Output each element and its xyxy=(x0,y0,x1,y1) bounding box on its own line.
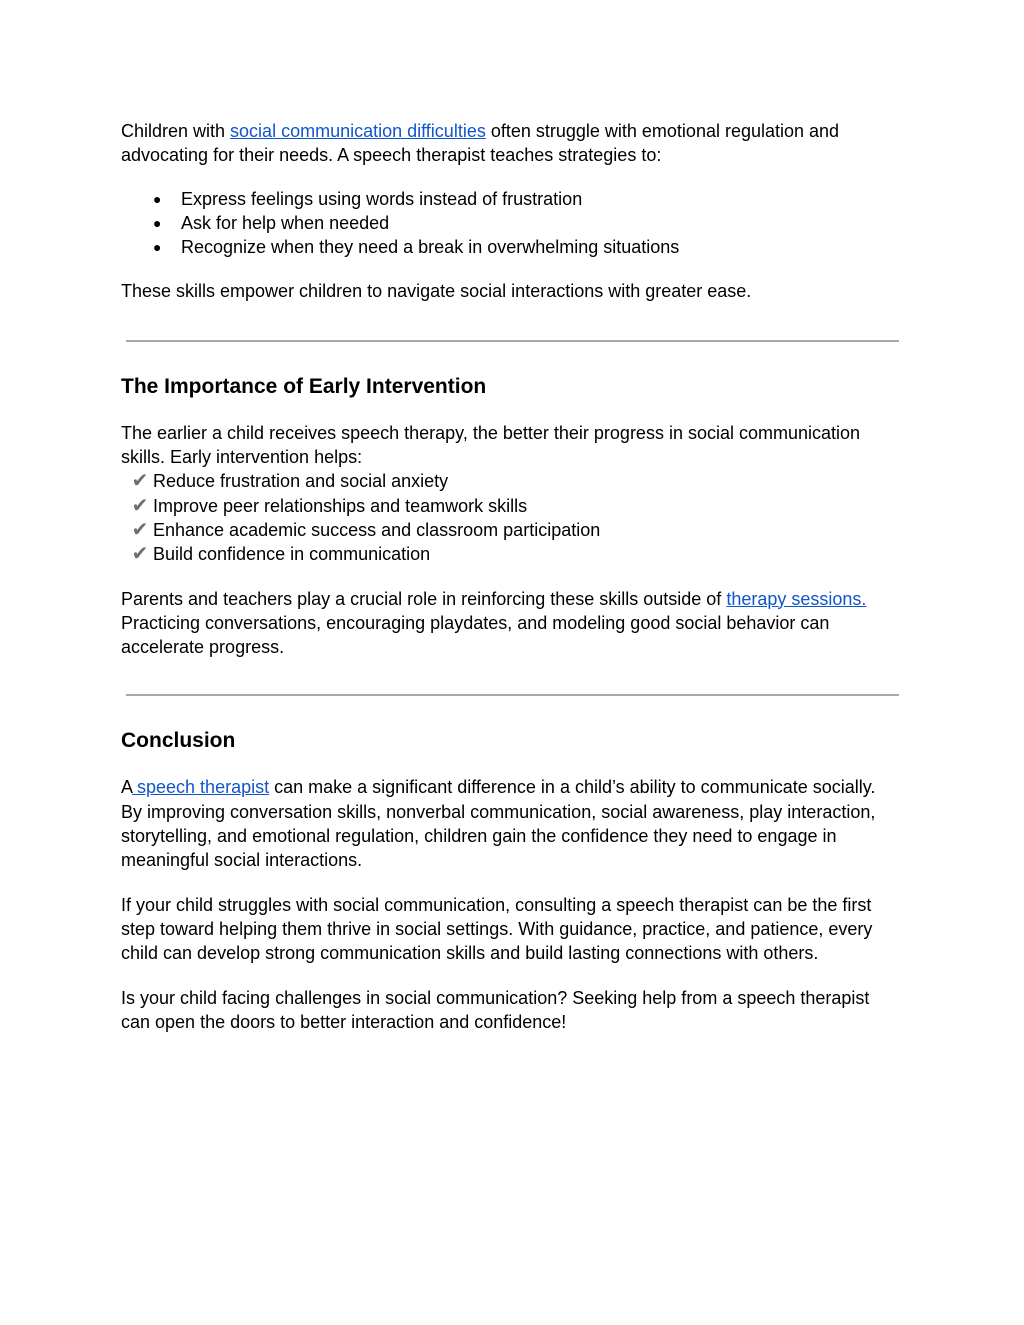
list-item xyxy=(121,211,901,235)
speech-therapist-link[interactable]: speech therapist xyxy=(132,777,270,798)
list-item xyxy=(121,187,901,211)
therapy-sessions-link[interactable]: therapy sessions. xyxy=(726,588,867,609)
benefit-text: Enhance academic success and classroom participation xyxy=(153,519,601,540)
benefit-text: Reduce frustration and social anxiety xyxy=(153,471,449,492)
early-intervention-lead: The earlier a child receives speech therapy, the better their progress in social communication skills. Early intervention helps: xyxy=(121,422,861,468)
strategy-text: Ask for help when needed xyxy=(181,212,390,233)
bullet-icon: ● xyxy=(153,190,162,207)
benefit-item xyxy=(121,542,901,566)
checkmark-icon: ✔ xyxy=(131,518,149,541)
early-intervention-heading: The Importance of Early Intervention xyxy=(121,374,487,398)
skills-summary-paragraph: These skills empower children to navigate social interactions with greater ease. xyxy=(121,281,752,302)
strategy-text: Recognize when they need a break in overwhelming situations xyxy=(181,237,680,258)
bullet-icon: ● xyxy=(153,214,162,231)
benefit-item xyxy=(121,518,901,542)
parents-teachers-paragraph xyxy=(121,587,901,660)
section-divider xyxy=(126,694,899,696)
benefit-text: Build confidence in communication xyxy=(153,544,431,565)
conclusion-prefix: A xyxy=(121,777,133,798)
checkmark-icon: ✔ xyxy=(131,543,149,566)
strategies-list xyxy=(121,187,901,260)
benefit-text: Improve peer relationships and teamwork skills xyxy=(153,495,528,516)
checkmark-icon: ✔ xyxy=(131,494,149,517)
bullet-icon: ● xyxy=(153,239,162,256)
benefit-item xyxy=(121,469,901,493)
benefit-item xyxy=(121,494,901,518)
parents-suffix: Practicing conversations, encouraging playdates, and modeling good social behavior can accelerate progress. xyxy=(121,612,830,658)
section-divider xyxy=(126,340,899,342)
conclusion-paragraph-2: If your child struggles with social communication, consulting a speech therapist can be the first step toward helping them thrive in social settings. With guidance, practice, and patience, every child can develop strong communication skills and build lasting connections with others. xyxy=(121,894,873,964)
parents-prefix: Parents and teachers play a crucial role in reinforcing these skills outside of xyxy=(121,588,727,609)
document-page xyxy=(121,0,901,1034)
intro-prefix: Children with xyxy=(121,121,231,141)
strategy-text: Express feelings using words instead of frustration xyxy=(181,188,583,209)
social-communication-difficulties-link[interactable]: social communication difficulties xyxy=(230,121,486,141)
intro-suffix: often struggle with emotional regulation and advocating for their needs. A speech therapist teaches strategies to: xyxy=(121,121,840,166)
checkmark-icon: ✔ xyxy=(131,470,149,493)
conclusion-paragraph-3: Is your child facing challenges in social communication? Seeking help from a speech therapist can open the doors to better interaction and confidence! xyxy=(121,987,870,1032)
intro-paragraph xyxy=(121,119,901,168)
list-item xyxy=(121,235,901,259)
conclusion-heading: Conclusion xyxy=(121,729,236,753)
conclusion-suffix: can make a significant difference in a child’s ability to communicate socially. By improving conversation skills, nonverbal communication, social awareness, play interaction, storytelling, and emotional regulation, children gain the confidence they need to engage in meaningful social interactions. xyxy=(121,777,876,871)
conclusion-paragraph-1 xyxy=(121,775,901,872)
